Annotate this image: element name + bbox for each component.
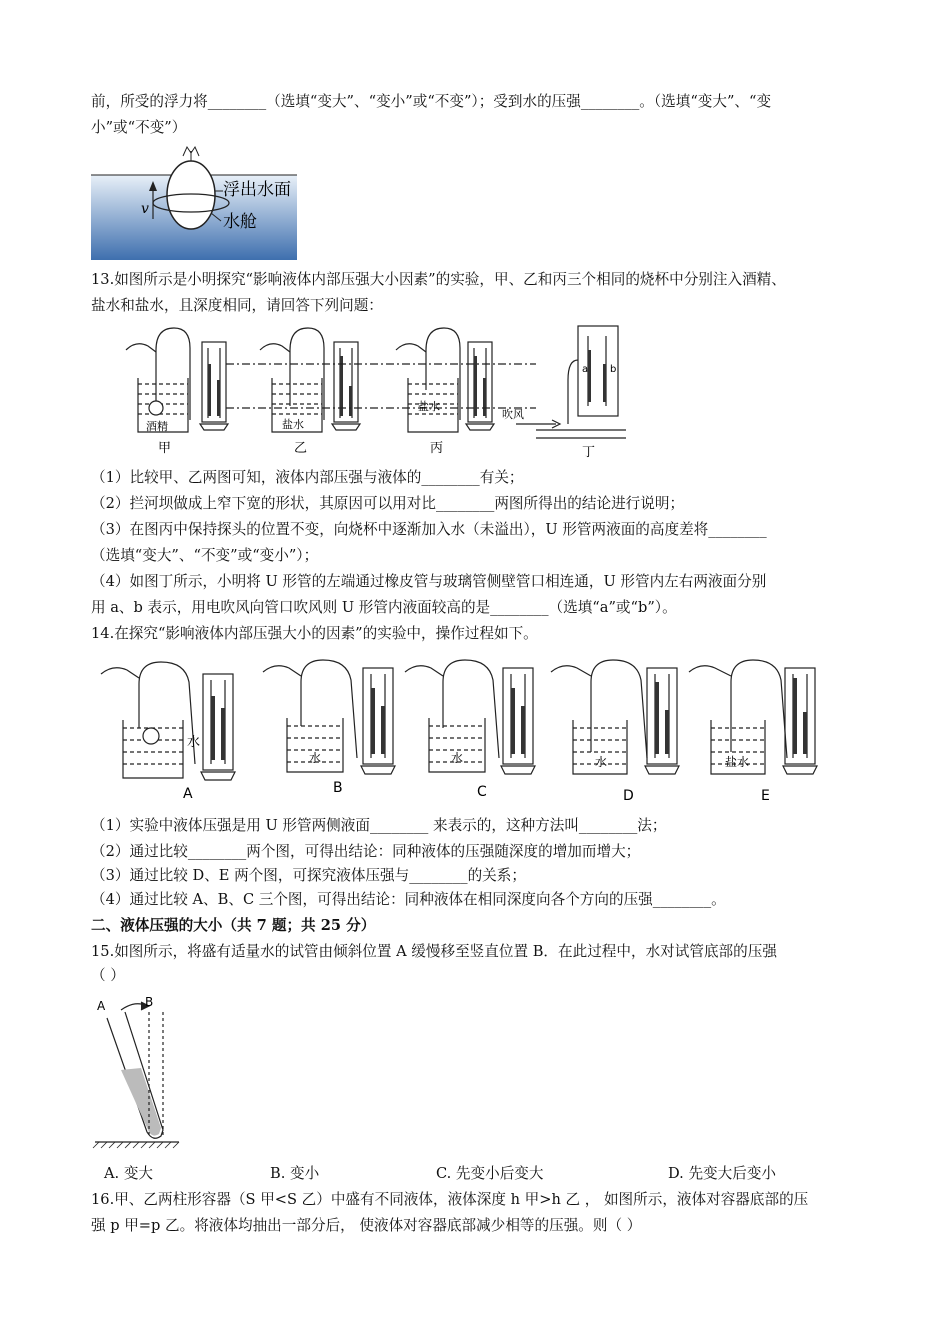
experiment-14-figure [91, 648, 821, 808]
setup-b [263, 660, 395, 774]
liquid-label-bing: 盐水 [418, 400, 440, 413]
beaker-yi [260, 328, 324, 432]
test-tube-figure [91, 996, 181, 1150]
label-cabin: 水舱 [223, 212, 257, 232]
experiment-13-figure [116, 320, 626, 460]
velocity-label: v [141, 201, 149, 217]
water-label-d: 水 [595, 755, 608, 769]
caption-e: E [761, 788, 770, 804]
q13-sub-4b: 用 a、b 表示，用电吹风向管口吹风则 U 形管内液面较高的是________（选填“a”或“b”）。 [91, 599, 677, 616]
q16-text-line-2: 强 p 甲=p 乙。将液体均抽出一部分后， 使液体对容器底部减少相等的压强。则（ ） [91, 1217, 642, 1234]
caption-d: D [623, 788, 634, 804]
water-label-b: 水 [309, 751, 322, 765]
caption-b: B [333, 780, 343, 796]
tube-water [121, 1068, 161, 1136]
beaker-bing [396, 328, 460, 432]
q14-sub-4: （4）通过比较 A、B、C 三个图，可得出结论：同种液体在相同深度向各个方向的压强________。 [91, 891, 726, 908]
liquid-label-jia: 酒精 [146, 420, 168, 433]
q14-sub-2: （2）通过比较________两个图，可得出结论：同种液体的压强随深度的增加而增大； [91, 843, 641, 860]
q15-text-line-2: （ ） [91, 967, 125, 984]
label-position-a: A [97, 999, 106, 1013]
u-tube-1 [200, 342, 228, 430]
setup-a [101, 662, 235, 780]
u-tube-3 [466, 342, 494, 430]
caption-jia: 甲 [158, 441, 172, 456]
setup-e [689, 660, 817, 774]
caption-yi: 乙 [294, 441, 308, 456]
beaker-jia [126, 328, 190, 432]
water-label-a: 水 [187, 735, 201, 750]
water-label-c: 水 [451, 751, 464, 765]
q15-option-d[interactable]: D. 先变大后变小 [668, 1165, 777, 1182]
q14-sub-3: （3）通过比较 D、E 两个图，可探究液体压强与________的关系； [91, 867, 526, 884]
label-a: a [582, 364, 589, 375]
q13-sub-3: （3）在图丙中保持探头的位置不变，向烧杯中逐渐加入水（未溢出），U 形管两液面的高度差将________ [91, 521, 767, 538]
label-b: b [610, 364, 617, 375]
caption-c: C [477, 784, 487, 800]
setup-c [405, 660, 535, 774]
label-float: 浮出水面 [223, 180, 291, 200]
section-2-heading: 二、液体压强的大小（共 7 题；共 25 分） [91, 917, 376, 934]
q12-text-line-1: 前，所受的浮力将________（选填“变大”、“变小”或“不变”）；受到水的压强________。（选填“变大”、“变 [91, 93, 772, 110]
caption-bing: 丙 [430, 441, 444, 456]
submarine-figure [91, 143, 297, 260]
liquid-label-yi: 盐水 [282, 418, 304, 431]
label-position-b: B [145, 996, 154, 1009]
q13-text-line-1: 13.如图所示是小明探究“影响液体内部压强大小因素”的实验，甲、乙和丙三个相同的烧杯中分别注入酒精、 [91, 271, 786, 288]
apparatus-ding [516, 326, 626, 438]
salt-label-e: 盐水 [725, 755, 750, 769]
blow-label: 吹风 [502, 408, 524, 421]
q14-sub-1: （1）实验中液体压强是用 U 形管两侧液面________ 来表示的，这种方法叫________法； [91, 817, 667, 834]
q15-option-a[interactable]: A. 变大 [104, 1165, 154, 1182]
caption-ding: 丁 [582, 445, 596, 460]
q16-text-line-1: 16.甲、乙两柱形容器（S 甲<S 乙）中盛有不同液体，液体深度 h 甲>h 乙 ， 如图所示，液体对容器底部的压 [91, 1191, 809, 1208]
caption-a: A [183, 786, 193, 802]
q15-text-line-1: 15.如图所示，将盛有适量水的试管由倾斜位置 A 缓慢移至竖直位置 B．在此过程中，水对试管底部的压强 [91, 943, 777, 960]
q12-text-line-2: 小”或“不变”） [91, 119, 187, 136]
u-tube-2 [332, 342, 360, 430]
q13-sub-4: （4）如图丁所示，小明将 U 形管的左端通过橡皮管与玻璃管侧壁管口相连通，U 形管内左右两液面分别 [91, 573, 767, 590]
q13-text-line-2: 盐水和盐水，且深度相同，请回答下列问题： [91, 297, 383, 314]
q15-option-b[interactable]: B. 变小 [270, 1165, 320, 1182]
setup-d [551, 660, 679, 774]
q13-sub-2: （2）拦河坝做成上窄下宽的形状，其原因可以用对比________两图所得出的结论进行说明； [91, 495, 685, 512]
q13-sub-3b: （选填“变大”、“不变”或“变小”）； [91, 547, 319, 564]
q14-text: 14.在探究“影响液体内部压强大小的因素”的实验中，操作过程如下。 [91, 625, 538, 642]
q13-sub-1: （1）比较甲、乙两图可知，液体内部压强与液体的________有关； [91, 469, 524, 486]
q15-option-c[interactable]: C. 先变小后变大 [436, 1165, 544, 1182]
